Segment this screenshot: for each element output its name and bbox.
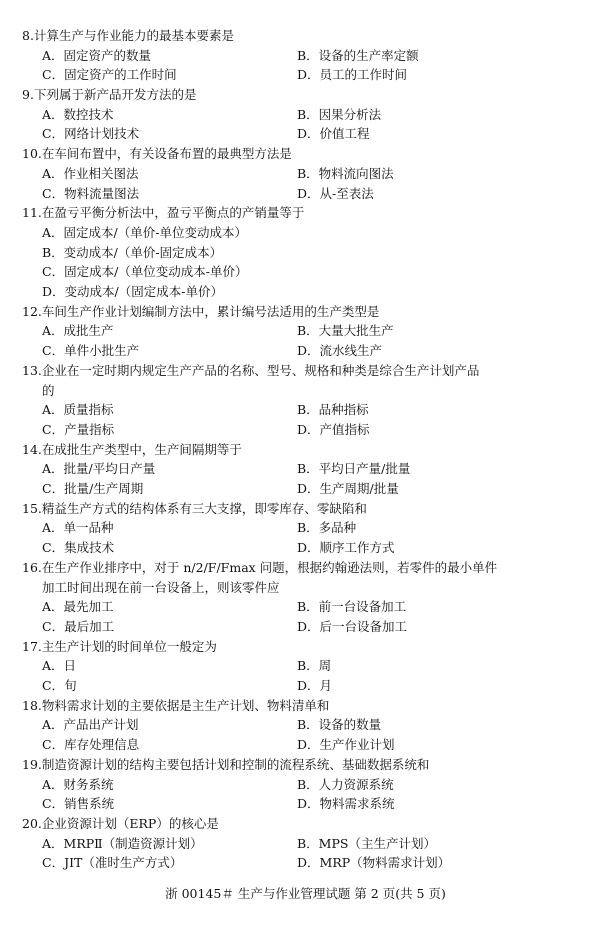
option-b: B．多品种 xyxy=(297,520,357,536)
options xyxy=(42,400,592,439)
option-b: B．前一台设备加工 xyxy=(297,599,407,615)
question-text: 在盈亏平衡分析法中，盈亏平衡点的产销量等于 xyxy=(41,205,305,221)
option-a: A．质量指标 xyxy=(42,402,114,418)
question-text: 在成批生产类型中，生产间隔期等于 xyxy=(41,441,242,457)
question-stem xyxy=(22,558,592,578)
options-row xyxy=(42,518,592,538)
question-text-continued: 的 xyxy=(42,382,55,398)
option-d: D．员工的工作时间 xyxy=(297,67,408,83)
option-a: A．单一品种 xyxy=(42,520,114,536)
option-a: A．MRPⅡ（制造资源计划） xyxy=(42,835,203,851)
question-number: 9. xyxy=(22,87,34,103)
options-row xyxy=(42,794,592,814)
question-text: 物料需求计划的主要依据是主生产计划、物料清单和 xyxy=(41,697,330,713)
options xyxy=(42,459,592,498)
options xyxy=(42,105,592,144)
options-row xyxy=(42,164,592,184)
question-stem xyxy=(22,637,592,657)
option-d: D．生产作业计划 xyxy=(297,737,395,753)
question-text: 车间生产作业计划编制方法中，累计编号法适用的生产类型是 xyxy=(41,303,380,319)
question-number: 20. xyxy=(22,816,42,831)
options-row xyxy=(42,656,592,676)
option-a: A．批量/平均日产量 xyxy=(42,461,156,477)
question-stem xyxy=(22,696,592,716)
option-c: C．批量/生产周期 xyxy=(42,481,144,497)
options-row xyxy=(42,341,592,361)
options xyxy=(42,46,592,85)
option-b: B．平均日产量/批量 xyxy=(297,461,411,477)
option-c: C．最后加工 xyxy=(42,618,115,634)
question-number: 18. xyxy=(22,697,42,713)
option-d: D．产值指标 xyxy=(297,421,370,437)
question-10 xyxy=(22,144,592,203)
option-d: D．MRP（物料需求计划） xyxy=(297,855,451,871)
options-row xyxy=(42,400,592,420)
option-b: B．MPS（主生产计划） xyxy=(297,835,436,851)
option-b: B．周 xyxy=(297,658,332,674)
options xyxy=(42,321,592,360)
option-b: B．设备的生产率定额 xyxy=(297,47,419,63)
option-d: D．月 xyxy=(297,678,333,694)
options xyxy=(42,834,592,873)
option-d: D．后一台设备加工 xyxy=(297,618,408,634)
option-a: A．财务系统 xyxy=(42,776,114,792)
options xyxy=(42,164,592,203)
question-8 xyxy=(22,26,592,85)
question-number: 13. xyxy=(22,362,42,378)
question-stem xyxy=(22,203,592,223)
question-9 xyxy=(22,85,592,144)
option-b: B．大量大批生产 xyxy=(297,323,394,339)
question-text: 计算生产与作业能力的最基本要素是 xyxy=(33,28,234,43)
question-text: 制造资源计划的结构主要包括计划和控制的流程系统、基础数据系统和 xyxy=(41,756,430,772)
options-row xyxy=(42,65,592,85)
options xyxy=(42,775,592,814)
question-13 xyxy=(22,361,592,440)
question-number: 16. xyxy=(22,559,42,575)
option-d: D．生产周期/批量 xyxy=(297,481,399,497)
option-a: A．日 xyxy=(42,658,77,674)
page-footer: 浙 00145＃ 生产与作业管理试题 第 2 页(共 5 页) xyxy=(165,886,446,901)
option-b: B．品种指标 xyxy=(297,402,369,418)
option-c: C．库存处理信息 xyxy=(42,737,140,753)
question-11 xyxy=(22,203,592,301)
options xyxy=(42,715,592,754)
question-number: 19. xyxy=(22,756,42,772)
question-number: 8. xyxy=(22,28,34,43)
question-text: 精益生产方式的结构体系有三大支撑，即零库存、零缺陷和 xyxy=(41,500,367,516)
question-text: 企业资源计划（ERP）的核心是 xyxy=(41,816,219,831)
option-a: A．数控技术 xyxy=(42,106,114,122)
option-c: C．产量指标 xyxy=(42,421,115,437)
question-15 xyxy=(22,499,592,558)
options xyxy=(42,518,592,557)
option-c: C．网络计划技术 xyxy=(42,126,140,142)
options-row xyxy=(42,676,592,696)
option-c: C．固定成本/（单位变动成本-单价） xyxy=(42,264,248,280)
option-c: C．物料流量图法 xyxy=(42,185,140,201)
options-row xyxy=(42,834,592,854)
options-row xyxy=(42,479,592,499)
question-number: 14. xyxy=(22,441,42,457)
option-d: D．顺序工作方式 xyxy=(297,540,395,556)
options-row xyxy=(42,124,592,144)
option-a: A．产品出产计划 xyxy=(42,717,139,733)
options-row xyxy=(42,420,592,440)
option-d: D．变动成本/（固定成本-单价） xyxy=(42,284,223,300)
question-number: 11. xyxy=(22,205,42,221)
option-d: D．物料需求系统 xyxy=(297,796,395,812)
options-row xyxy=(42,597,592,617)
question-stem xyxy=(22,814,592,834)
option-c: C．单件小批生产 xyxy=(42,343,140,359)
question-number: 12. xyxy=(22,303,42,319)
options-row xyxy=(42,459,592,479)
options-row xyxy=(42,538,592,558)
options-row xyxy=(42,775,592,795)
question-17 xyxy=(22,637,592,696)
option-c: C．JIT（准时生产方式） xyxy=(42,855,183,871)
option-b: B．设备的数量 xyxy=(297,717,382,733)
options-row xyxy=(42,46,592,66)
option-b: B．变动成本/（单价-固定成本） xyxy=(42,244,223,260)
options-row xyxy=(42,735,592,755)
options-row xyxy=(42,321,592,341)
options xyxy=(42,597,592,636)
question-text: 在车间布置中，有关设备布置的最典型方法是 xyxy=(41,146,292,162)
option-c: C．集成技术 xyxy=(42,540,115,556)
question-20 xyxy=(22,814,592,873)
option-d: D．价值工程 xyxy=(297,126,370,142)
option-c: C．销售系统 xyxy=(42,796,115,812)
question-text: 在生产作业排序中，对于 n/2/F/Fmax 问题，根据约翰逊法则，若零件的最小单件 xyxy=(41,559,498,575)
question-number: 15. xyxy=(22,500,42,516)
question-18 xyxy=(22,696,592,755)
option-c: C．旬 xyxy=(42,678,77,694)
options-row xyxy=(42,617,592,637)
question-number: 10. xyxy=(22,146,42,162)
options xyxy=(42,223,592,302)
question-text: 下列属于新产品开发方法的是 xyxy=(33,87,197,103)
option-b: B．物料流向图法 xyxy=(297,165,394,181)
options-row xyxy=(42,184,592,204)
option-d: D．从-至表法 xyxy=(297,185,374,201)
option-a: A．固定资产的数量 xyxy=(42,47,152,63)
option-d: D．流水线生产 xyxy=(297,343,383,359)
option-c: C．固定资产的工作时间 xyxy=(42,67,177,83)
question-stem xyxy=(22,26,592,46)
option-b: B．人力资源系统 xyxy=(297,776,394,792)
question-stem xyxy=(22,85,592,105)
question-14 xyxy=(22,440,592,499)
option-b: B．因果分析法 xyxy=(297,106,382,122)
question-stem xyxy=(22,499,592,519)
question-16 xyxy=(22,558,592,637)
options xyxy=(42,656,592,695)
question-text: 主生产计划的时间单位一般定为 xyxy=(41,638,217,654)
question-12 xyxy=(22,302,592,361)
question-stem xyxy=(22,361,592,381)
question-stem xyxy=(22,144,592,164)
question-text: 企业在一定时期内规定生产产品的名称、型号、规格和种类是综合生产计划产品 xyxy=(41,362,480,378)
question-text-continued: 加工时间出现在前一台设备上，则该零件应 xyxy=(42,579,280,595)
question-stem xyxy=(22,302,592,322)
options-row xyxy=(42,853,592,873)
question-19 xyxy=(22,755,592,814)
options-row xyxy=(42,715,592,735)
option-a: A．固定成本/（单价-单位变动成本） xyxy=(42,224,247,240)
option-a: A．最先加工 xyxy=(42,599,114,615)
options-row xyxy=(42,105,592,125)
question-stem xyxy=(22,440,592,460)
option-a: A．作业相关图法 xyxy=(42,165,139,181)
question-stem xyxy=(22,755,592,775)
option-a: A．成批生产 xyxy=(42,323,114,339)
question-number: 17. xyxy=(22,638,42,654)
